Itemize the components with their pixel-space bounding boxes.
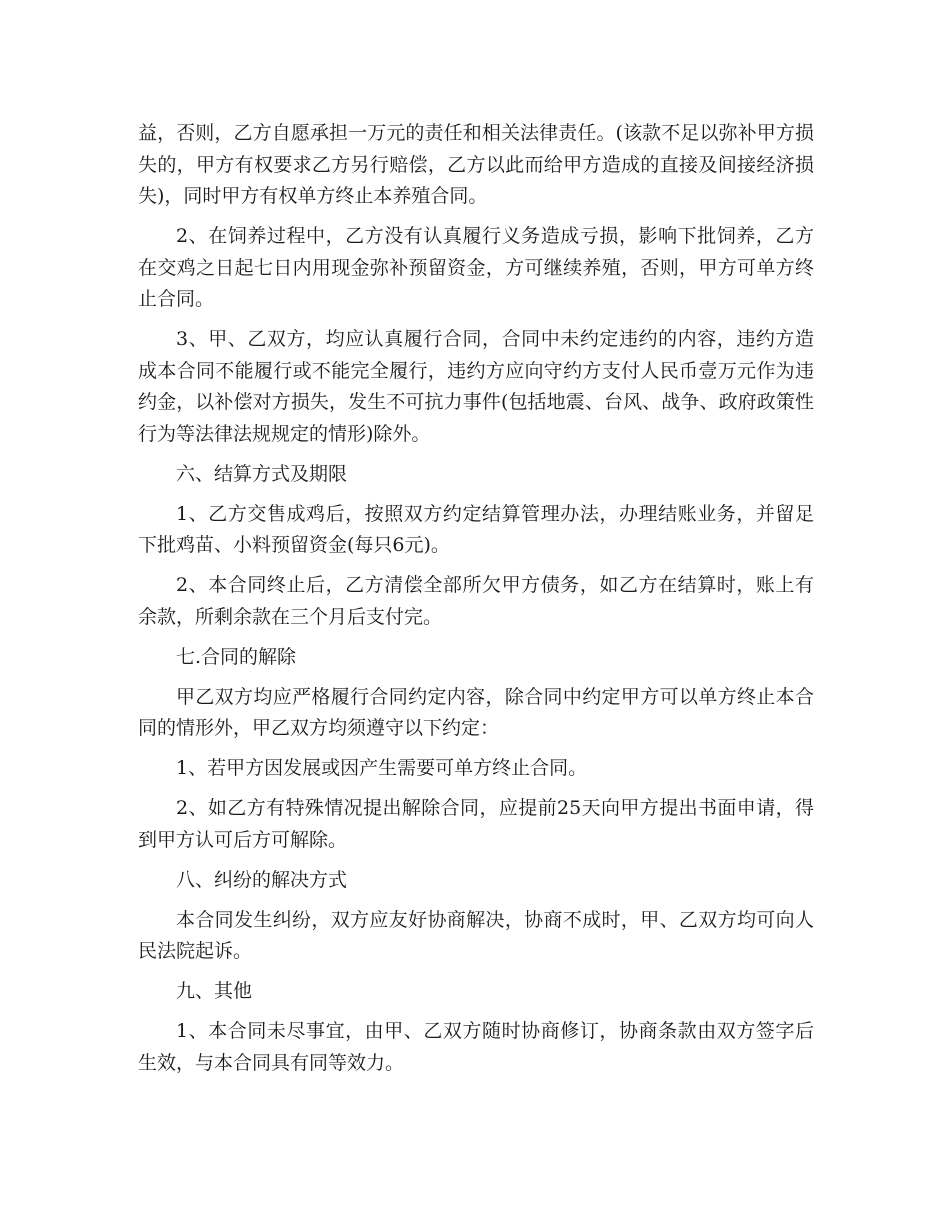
paragraph-continuation: 益，否则，乙方自愿承担一万元的责任和相关法律责任。(该款不足以弥补甲方损失的，甲方有权要求乙方另行赔偿，乙方以此而给甲方造成的直接及间接经济损失)，同时甲方有权单方终止本养殖合同。 (138, 122, 814, 207)
paragraph-clause-9-1: 1、本合同未尽事宜，由甲、乙双方随时协商修订，协商条款由双方签字后生效，与本合同具有同等效力。 (138, 1020, 814, 1074)
paragraph-clause-7-2: 2、如乙方有特殊情况提出解除合同，应提前25天向甲方提出书面申请，得到甲方认可后方可解除。 (138, 797, 814, 851)
paragraph-clause-6-2: 2、本合同终止后，乙方清偿全部所欠甲方债务，如乙方在结算时，账上有余款，所剩余款在三个月后支付完。 (138, 574, 814, 628)
paragraph-clause-7-intro: 甲乙双方均应严格履行合同约定内容，除合同中约定甲方可以单方终止本合同的情形外，甲乙双方均须遵守以下约定： (138, 685, 814, 739)
document-body (138, 118, 814, 1088)
section-heading-termination: 七.合同的解除 (176, 645, 297, 668)
paragraph-clause-6-1: 1、乙方交售成鸡后，按照双方约定结算管理办法，办理结账业务，并留足下批鸡苗、小料预留资金(每只6元)。 (138, 502, 814, 556)
paragraph-clause-8: 本合同发生纠纷，双方应友好协商解决，协商不成时，甲、乙双方均可向人民法院起诉。 (138, 908, 814, 962)
paragraph-clause-5-2: 2、在饲养过程中，乙方没有认真履行义务造成亏损，影响下批饲养，乙方在交鸡之日起七日内用现金弥补预留资金，方可继续养殖，否则，甲方可单方终止合同。 (138, 225, 814, 310)
section-heading-other: 九、其他 (176, 980, 253, 1002)
paragraph-clause-7-1: 1、若甲方因发展或因产生需要可单方终止合同。 (176, 757, 588, 779)
section-heading-disputes: 八、纠纷的解决方式 (176, 868, 348, 891)
paragraph-clause-5-3: 3、甲、乙双方，均应认真履行合同，合同中未约定违约的内容，违约方造成本合同不能履行或不能完全履行，违约方应向守约方支付人民币壹万元作为违约金，以补偿对方损失，发生不可抗力事件(包括地震、台风、战争、政府政策性行为等法律法规规定的情形)除外。 (138, 328, 814, 445)
section-heading-settlement: 六、结算方式及期限 (176, 462, 348, 485)
